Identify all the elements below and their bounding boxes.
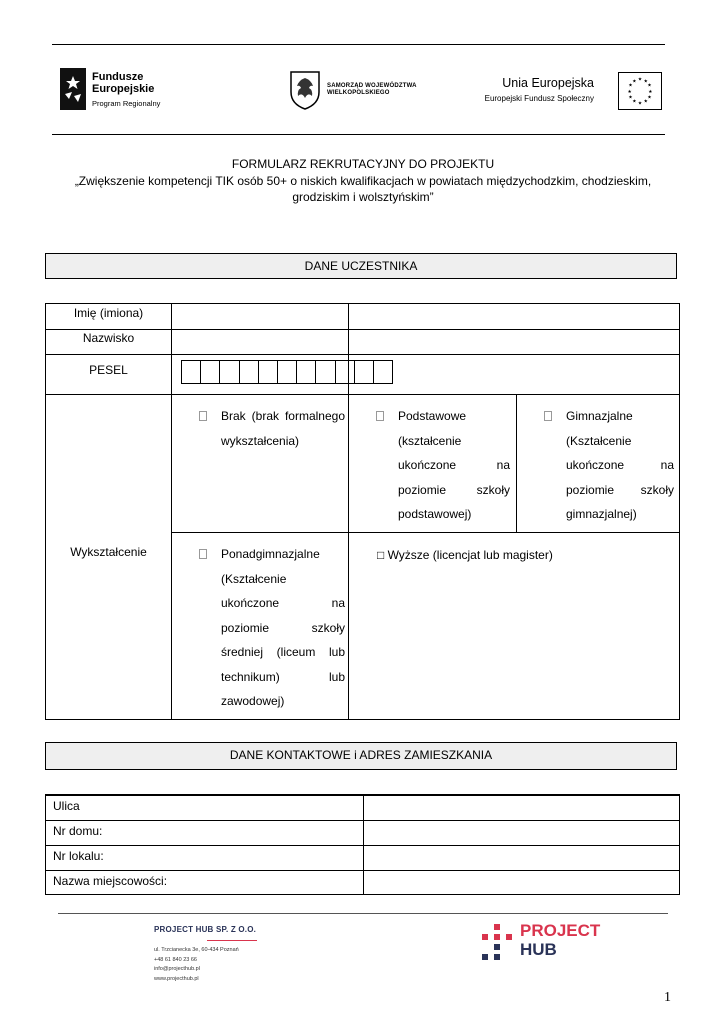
education-option-ponadgimnazjalne[interactable] <box>199 542 345 714</box>
project-hub-mark-icon <box>482 924 514 960</box>
top-rule <box>52 44 665 45</box>
footer-phone: +48 61 840 23 66 <box>154 956 197 963</box>
eu-flag-icon <box>618 72 662 110</box>
contact-row-apartment-number[interactable] <box>46 845 679 870</box>
fe-program: Program Regionalny <box>92 99 161 108</box>
surname-label: Nazwisko <box>82 331 135 345</box>
education-option-brak[interactable] <box>199 404 345 464</box>
footer-rule <box>58 913 668 914</box>
apartment-number-label: Nr lokalu: <box>53 849 104 863</box>
samorzad-wojewodztwa-logo <box>289 70 429 110</box>
row-divider <box>46 329 679 330</box>
section-header-contact: DANE KONTAKTOWE i ADRES ZAMIESZKANIA <box>45 742 677 770</box>
svg-text:★: ★ <box>627 89 632 95</box>
pesel-digit[interactable] <box>374 361 392 383</box>
pesel-digit[interactable] <box>240 361 259 383</box>
education-label: Wykształcenie <box>70 545 147 559</box>
footer-accent-line <box>207 940 257 941</box>
svg-text:★: ★ <box>637 101 643 107</box>
contact-table <box>45 794 680 895</box>
footer-contact-block <box>154 946 239 984</box>
pesel-digit[interactable] <box>297 361 316 383</box>
pesel-digit[interactable] <box>259 361 278 383</box>
city-label: Nazwa miejscowości: <box>53 874 168 888</box>
form-title <box>62 156 664 206</box>
svg-text:★: ★ <box>628 83 633 89</box>
footer-company: PROJECT HUB SP. Z O.O. <box>154 925 257 934</box>
pesel-digit[interactable] <box>355 361 374 383</box>
logo-rule <box>52 134 665 135</box>
footer-address: ul. Trzcianecka 3e, 60-434 Poznań <box>154 947 239 953</box>
house-number-label: Nr domu: <box>53 824 103 838</box>
surname-field[interactable] <box>173 331 677 353</box>
title-line-3: grodziskim i wolsztyńskim” <box>292 190 434 204</box>
education-option-gimnazjalne[interactable] <box>544 404 674 529</box>
fe-name: Fundusze Europejskie <box>92 71 155 95</box>
fe-star-icon <box>60 68 86 110</box>
education-option-label: Podstawowe (kształcenie ukończone na poziomie szkoły podstawowej) <box>398 409 510 521</box>
checkbox-icon[interactable] <box>199 411 207 421</box>
title-line-2: „Zwiększenie kompetencji TIK osób 50+ o niskich kwalifikacjach w powiatach międzychodzkim, chodzieskim, <box>74 173 652 188</box>
education-option-label: Gimnazjalne (Kształcenie ukończone na poziomie szkoły gimnazjalnej) <box>566 409 674 521</box>
title-line-1: FORMULARZ REKRUTACYJNY DO PROJEKTU <box>231 157 495 171</box>
svg-text:★: ★ <box>632 79 637 85</box>
first-name-field[interactable] <box>173 305 677 327</box>
svg-text:★: ★ <box>628 95 633 101</box>
checkbox-icon[interactable] <box>544 411 552 421</box>
education-option-label: Brak (brak formalnego wykształcenia) <box>221 409 345 448</box>
project-hub-logo <box>520 921 600 959</box>
pesel-digit[interactable] <box>201 361 220 383</box>
pesel-digit[interactable] <box>278 361 297 383</box>
contact-row-house-number[interactable] <box>46 820 679 845</box>
footer-www: www.projecthub.pl <box>154 975 199 982</box>
svg-text:★: ★ <box>647 83 652 89</box>
column-divider <box>171 304 172 719</box>
checkbox-icon[interactable] <box>199 549 207 559</box>
first-name-label: Imię (imiona) <box>73 306 144 320</box>
pesel-digit[interactable] <box>220 361 239 383</box>
column-divider <box>516 394 517 532</box>
row-divider <box>172 532 679 533</box>
participant-table <box>45 303 680 720</box>
unia-europejska-logo <box>474 72 664 110</box>
row-divider <box>46 354 679 355</box>
education-option-wyzsze[interactable]: □ Wyższe (licencjat lub magister) <box>377 548 553 562</box>
svg-text:★: ★ <box>632 99 637 105</box>
checkbox-icon[interactable] <box>376 411 384 421</box>
pesel-label: PESEL <box>89 363 128 377</box>
svg-text:★: ★ <box>647 95 652 101</box>
project-hub-logo-line1: PROJECT <box>520 921 601 940</box>
pesel-digit[interactable] <box>336 361 355 383</box>
footer-email: info@projecthub.pl <box>154 966 200 972</box>
ue-title: Unia Europejska <box>502 76 594 90</box>
svg-text:★: ★ <box>643 79 648 85</box>
street-label: Ulica <box>53 799 80 813</box>
svg-text:★: ★ <box>643 99 648 105</box>
project-hub-logo-line2: HUB <box>520 940 557 959</box>
row-divider <box>46 394 679 395</box>
contact-row-street[interactable] <box>46 795 679 820</box>
pesel-field[interactable] <box>181 360 393 384</box>
ue-subtitle: Europejski Fundusz Społeczny <box>484 94 594 103</box>
fundusze-europejskie-logo <box>60 68 180 112</box>
pesel-digit[interactable] <box>316 361 335 383</box>
section-header-participant: DANE UCZESTNIKA <box>45 253 677 279</box>
svg-text:★: ★ <box>637 77 643 83</box>
pesel-digit[interactable] <box>182 361 201 383</box>
education-option-label: Ponadgimnazjalne (Kształcenie ukończone na poziomie szkoły średniej (liceum lub technikum) lub zawodowej) <box>221 547 345 708</box>
education-option-podstawowe[interactable] <box>376 404 512 529</box>
sw-name: SAMORZĄD WOJEWÓDZTWA WIELKOPOLSKIEGO <box>327 83 417 96</box>
contact-row-city[interactable] <box>46 870 679 895</box>
svg-text:★: ★ <box>648 89 653 95</box>
page-number: 1 <box>664 990 671 1005</box>
eagle-crest-icon <box>289 70 321 110</box>
